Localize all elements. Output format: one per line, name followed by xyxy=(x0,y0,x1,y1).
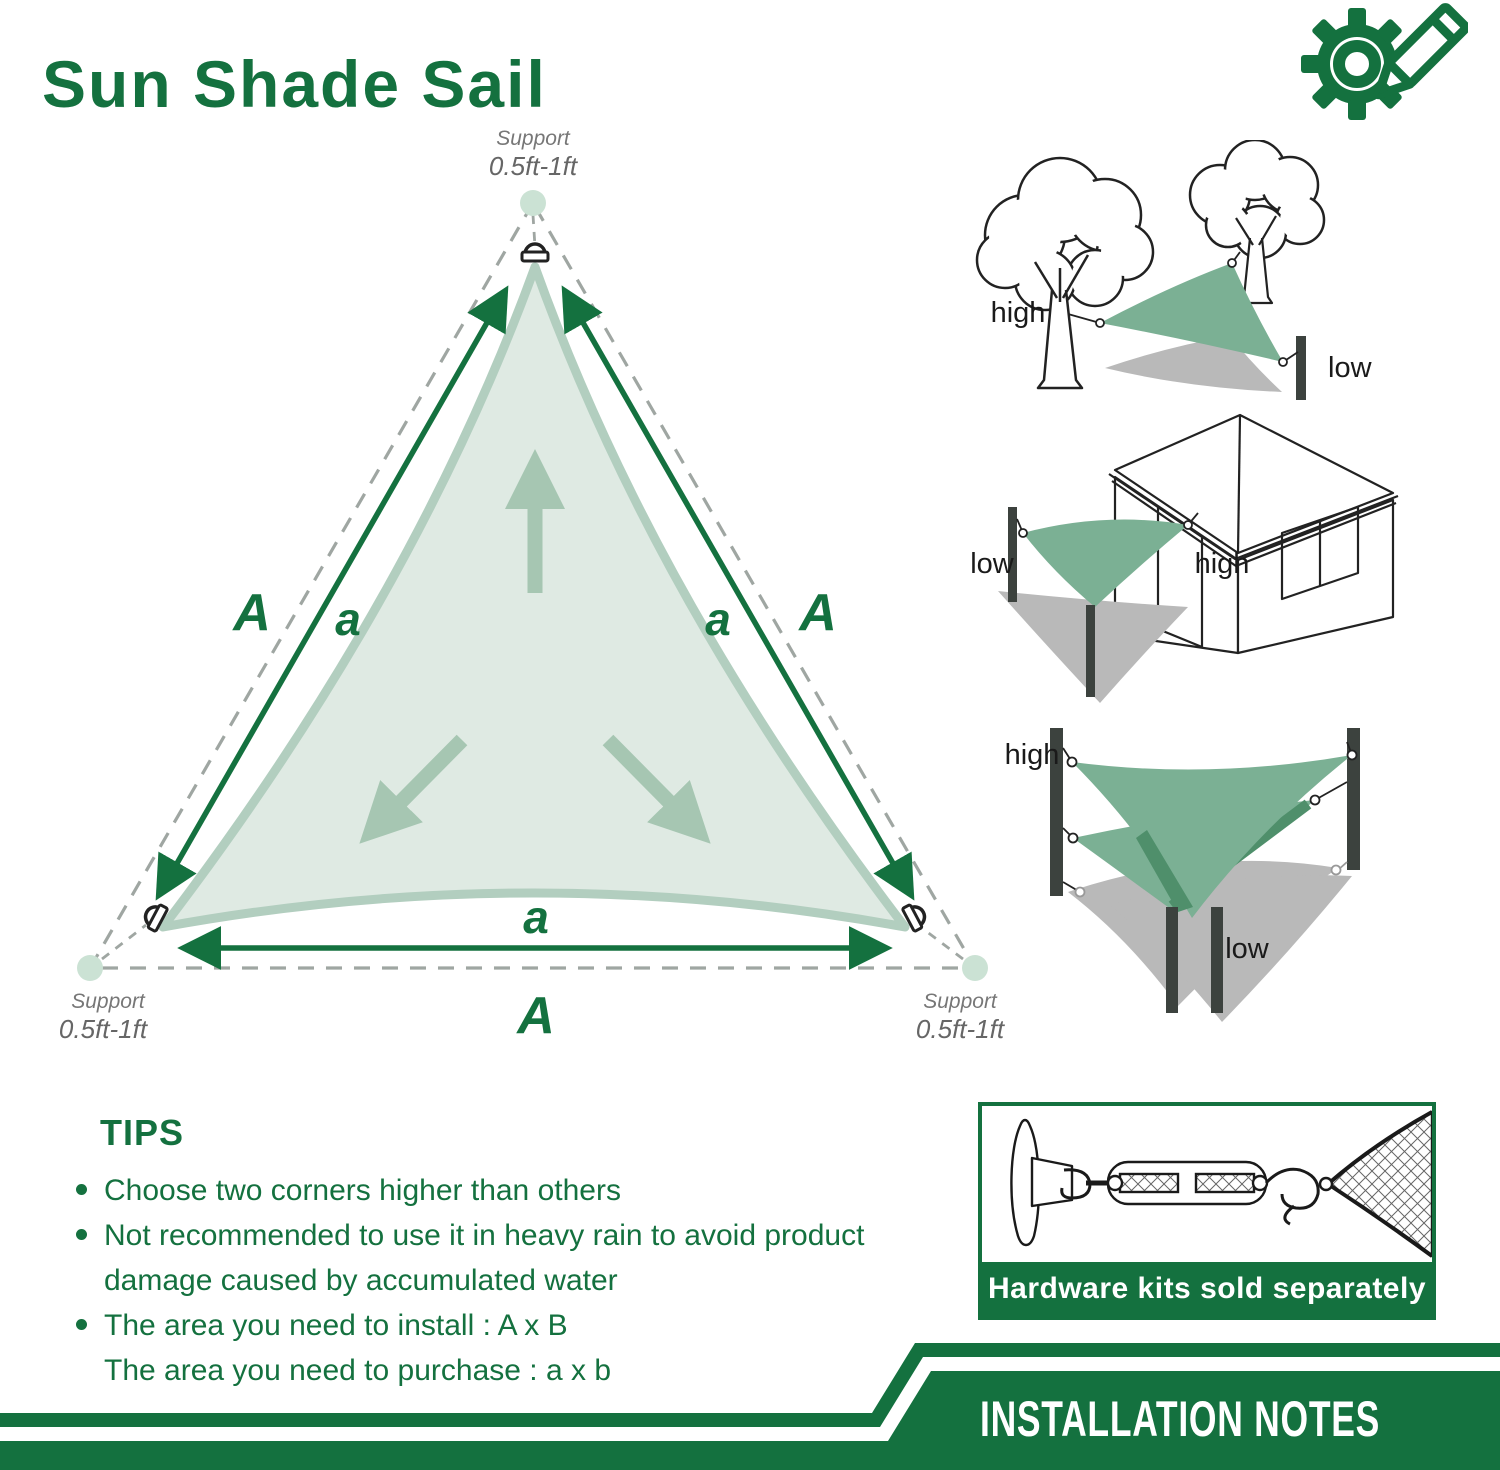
svg-text:0.5ft-1ft: 0.5ft-1ft xyxy=(488,151,578,181)
svg-text:Support: Support xyxy=(923,990,997,1013)
pole-icon xyxy=(1296,336,1306,400)
svg-text:Support: Support xyxy=(496,127,570,150)
label-a-right: a xyxy=(705,593,731,645)
support-label-left xyxy=(59,990,149,1044)
label-high: high xyxy=(1194,548,1250,580)
d-ring-icon-top xyxy=(522,244,548,261)
label-high: high xyxy=(990,297,1046,329)
installation-notes-banner xyxy=(0,1335,1500,1470)
svg-text:Support: Support xyxy=(71,990,145,1013)
label-A-right: A xyxy=(799,584,837,642)
label-high: high xyxy=(1004,739,1060,771)
label-low: low xyxy=(1225,933,1269,965)
sail-shape xyxy=(163,267,905,927)
label-low: low xyxy=(970,548,1014,580)
tip-item: The area you need to purchase : a x b xyxy=(104,1354,611,1387)
svg-text:0.5ft-1ft: 0.5ft-1ft xyxy=(58,1014,148,1044)
tip-item: Choose two corners higher than others xyxy=(70,1168,930,1213)
label-a-left: a xyxy=(335,593,361,645)
support-label-top xyxy=(489,127,579,181)
hardware-caption: Hardware kits sold separately xyxy=(982,1262,1432,1316)
label-low: low xyxy=(1328,352,1372,384)
house-installation-illustration xyxy=(930,395,1490,725)
tips-heading: TIPS xyxy=(100,1112,185,1153)
pole-icon-bottom xyxy=(1086,605,1095,697)
sail-corner-mesh xyxy=(1320,1112,1432,1256)
label-A-left: A xyxy=(233,584,271,642)
tip-item: Not recommended to use it in heavy rain to avoid product damage caused by accumulated water xyxy=(70,1213,930,1303)
turnbuckle xyxy=(1086,1162,1267,1204)
hardware-kit-illustration xyxy=(982,1106,1432,1262)
support-point-top xyxy=(520,190,546,216)
poles-installation-illustration xyxy=(960,700,1440,1070)
pole-icon-bottom-right xyxy=(1211,907,1223,1013)
pad-eye-anchor xyxy=(1011,1120,1090,1245)
tree-icon-left xyxy=(977,158,1153,388)
sail-measurement-diagram xyxy=(30,115,1020,1065)
hardware-kit-box xyxy=(978,1102,1436,1320)
label-A-bottom: A xyxy=(517,987,555,1045)
tip-item: The area you need to install : A x B xyxy=(70,1303,930,1348)
pole-icon-bottom-left xyxy=(1166,907,1178,1013)
label-a-bottom: a xyxy=(523,891,549,943)
snap-hook xyxy=(1266,1169,1318,1224)
banner-title: INSTALLATION NOTES xyxy=(980,1391,1380,1447)
page-title: Sun Shade Sail xyxy=(42,47,547,122)
svg-text:0.5ft-1ft: 0.5ft-1ft xyxy=(915,1014,1005,1044)
support-point-left xyxy=(77,955,103,981)
gear-pencil-icon xyxy=(1293,0,1468,128)
gear-glyph xyxy=(1301,6,1467,120)
